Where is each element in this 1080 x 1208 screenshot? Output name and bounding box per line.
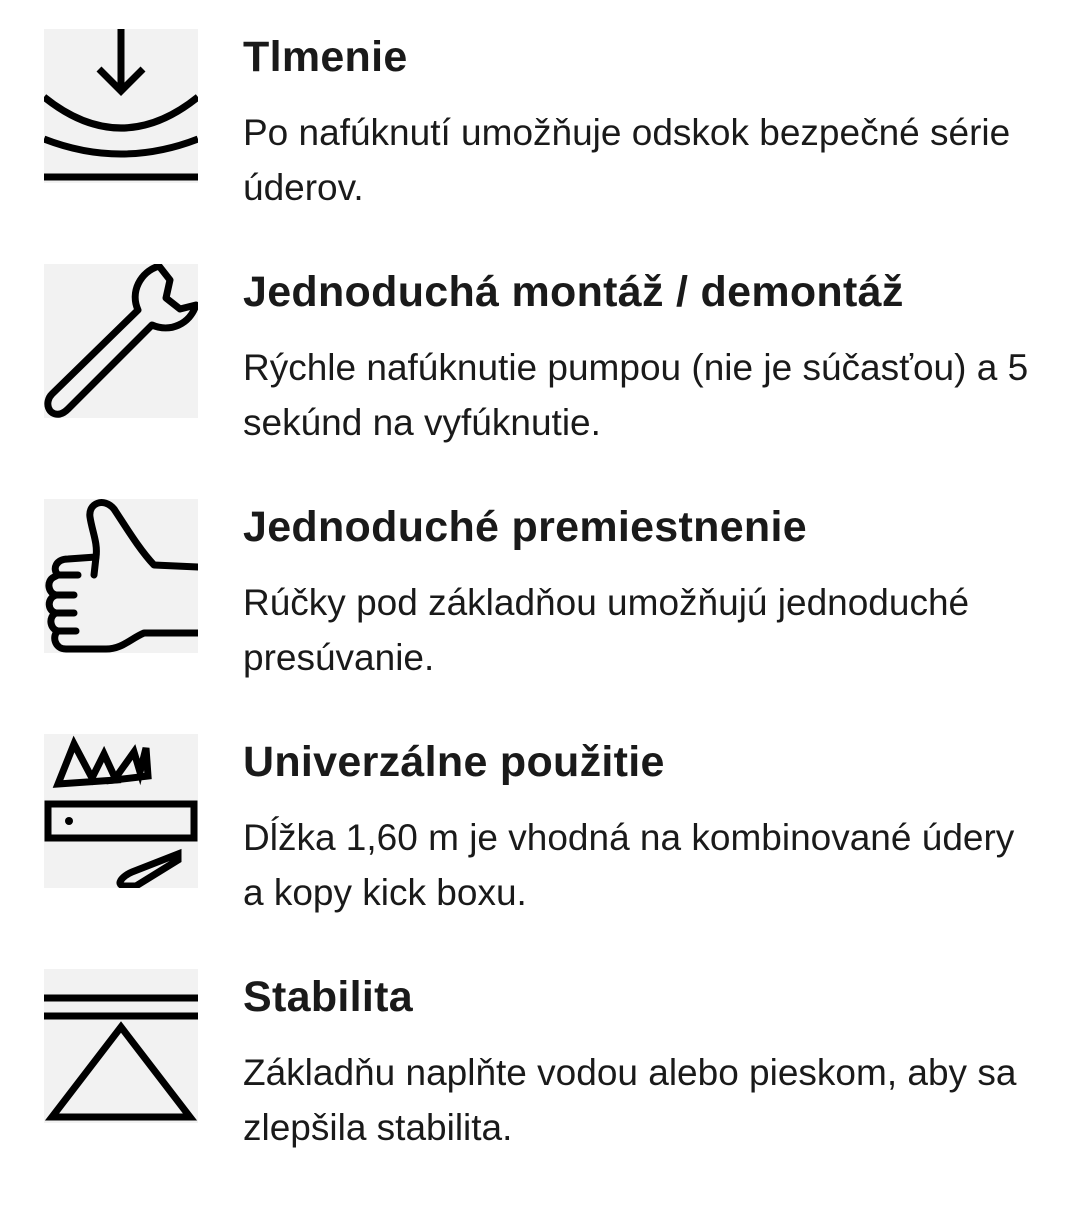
- feature-title: Jednoduchá montáž / demontáž: [243, 268, 904, 316]
- feature-item-cushioning: [44, 29, 1044, 229]
- feature-text: [243, 29, 1043, 215]
- wrench-icon: [44, 264, 198, 418]
- feature-text: [243, 264, 1043, 450]
- multipurpose-tool-icon: [44, 734, 198, 888]
- feature-title: Univerzálne použitie: [243, 738, 665, 786]
- feature-title: Jednoduché premiestnenie: [243, 503, 807, 551]
- feature-item-versatile-use: [44, 734, 1044, 934]
- feature-item-assembly: [44, 264, 1044, 464]
- stability-icon: [44, 969, 198, 1123]
- feature-description: Dĺžka 1,60 m je vhodná na kombinované údery a kopy kick boxu.: [243, 817, 1015, 913]
- feature-title: Tlmenie: [243, 33, 408, 81]
- feature-description: Základňu naplňte vodou alebo pieskom, aby sa zlepšila stabilita.: [243, 1052, 1017, 1148]
- thumbs-up-icon: [44, 499, 198, 653]
- feature-text: [243, 969, 1043, 1155]
- feature-description: Rúčky pod základňou umožňujú jednoduché presúvanie.: [243, 582, 970, 678]
- feature-item-transport: [44, 499, 1044, 699]
- cushion-impact-icon: [44, 29, 198, 183]
- feature-description: Po nafúknutí umožňuje odskok bezpečné série úderov.: [243, 112, 1011, 208]
- feature-item-stability: [44, 969, 1044, 1169]
- feature-description: Rýchle nafúknutie pumpou (nie je súčasťou) a 5 sekúnd na vyfúknutie.: [243, 347, 1029, 443]
- feature-title: Stabilita: [243, 973, 413, 1021]
- feature-text: [243, 499, 1043, 685]
- feature-text: [243, 734, 1043, 920]
